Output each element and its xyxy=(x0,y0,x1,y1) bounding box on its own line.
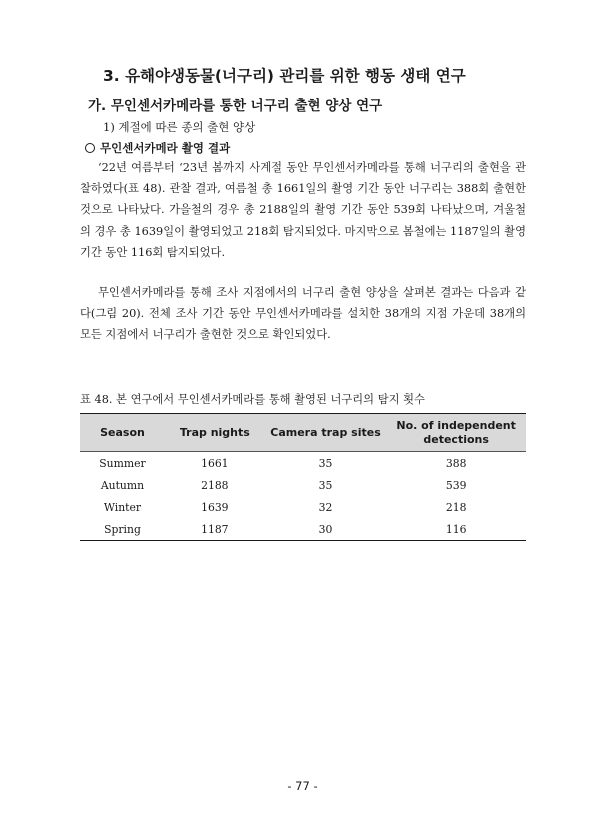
cell-season: Autumn xyxy=(100,478,145,492)
result-heading xyxy=(85,140,230,156)
cell-season: Spring xyxy=(80,518,165,541)
table-row xyxy=(80,496,526,518)
cell-season: Summer xyxy=(99,456,146,470)
page-number: - 77 - xyxy=(287,779,318,793)
cell-season: Winter xyxy=(103,500,142,514)
detection-table xyxy=(80,413,526,541)
cell-trap-nights: 1187 xyxy=(165,518,265,541)
body-paragraph: ‘22년 여름부터 ‘23년 봄까지 사계절 동안 무인센서카메라를 통해 너구리의 출현을 관찰하였다(표 48). 관찰 결과, 여름철 총 1661일의 촬영 기간 동안 너구리는 388회 출현한 것으로 나타났다. 가을철의 경우 총 2188일의 촬영 기간 동안 539회 나타났으며, 겨울철의 경우 총 1639일이 촬영되었고 218회 탐지되었다. 마지막으로 봄철에는 1187일의 촬영 기간 동안 116회 탐지되었다. xyxy=(80,161,526,259)
header-independent-detections: No. of independent detections xyxy=(386,414,526,452)
subsection-heading: 가. 무인센서카메라를 통한 너구리 출현 양상 연구 xyxy=(88,98,383,114)
result-heading-text: 무인센서카메라 촬영 결과 xyxy=(100,141,231,155)
table-row xyxy=(80,452,526,475)
cell-trap-nights: 2188 xyxy=(201,478,229,492)
cell-detections: 116 xyxy=(386,518,526,541)
cell-detections: 218 xyxy=(445,500,467,514)
cell-detections: 388 xyxy=(445,456,467,470)
cell-camera-trap-sites: 35 xyxy=(318,478,333,492)
cell-camera-trap-sites: 30 xyxy=(265,518,387,541)
header-season: Season xyxy=(80,414,165,452)
header-trap-nights: Trap nights xyxy=(165,414,265,452)
table-caption: 표 48. 본 연구에서 무인센서카메라를 통해 촬영된 너구리의 탐지 횟수 xyxy=(80,393,425,406)
circle-bullet-icon xyxy=(85,143,95,153)
cell-camera-trap-sites: 35 xyxy=(318,456,333,470)
section-heading: 3. 유해야생동물(너구리) 관리를 위한 행동 생태 연구 xyxy=(103,67,466,85)
cell-detections: 539 xyxy=(445,478,467,492)
table-row xyxy=(80,518,526,541)
header-camera-trap-sites: Camera trap sites xyxy=(265,414,387,452)
cell-camera-trap-sites: 32 xyxy=(318,500,333,514)
table-row xyxy=(80,474,526,496)
table-header-row xyxy=(80,414,526,452)
cell-trap-nights: 1661 xyxy=(201,456,229,470)
sub-subsection-heading: 1) 계절에 따른 종의 출현 양상 xyxy=(103,120,256,134)
body-paragraph: 무인센서카메라를 통해 조사 지점에서의 너구리 출현 양상을 살펴본 결과는 다음과 같다(그림 20). 전체 조사 기간 동안 무인센서카메라를 설치한 38개의 지점 가운데 38개의 모든 지점에서 너구리가 출현한 것으로 확인되었다. xyxy=(80,286,526,342)
cell-trap-nights: 1639 xyxy=(201,500,229,514)
